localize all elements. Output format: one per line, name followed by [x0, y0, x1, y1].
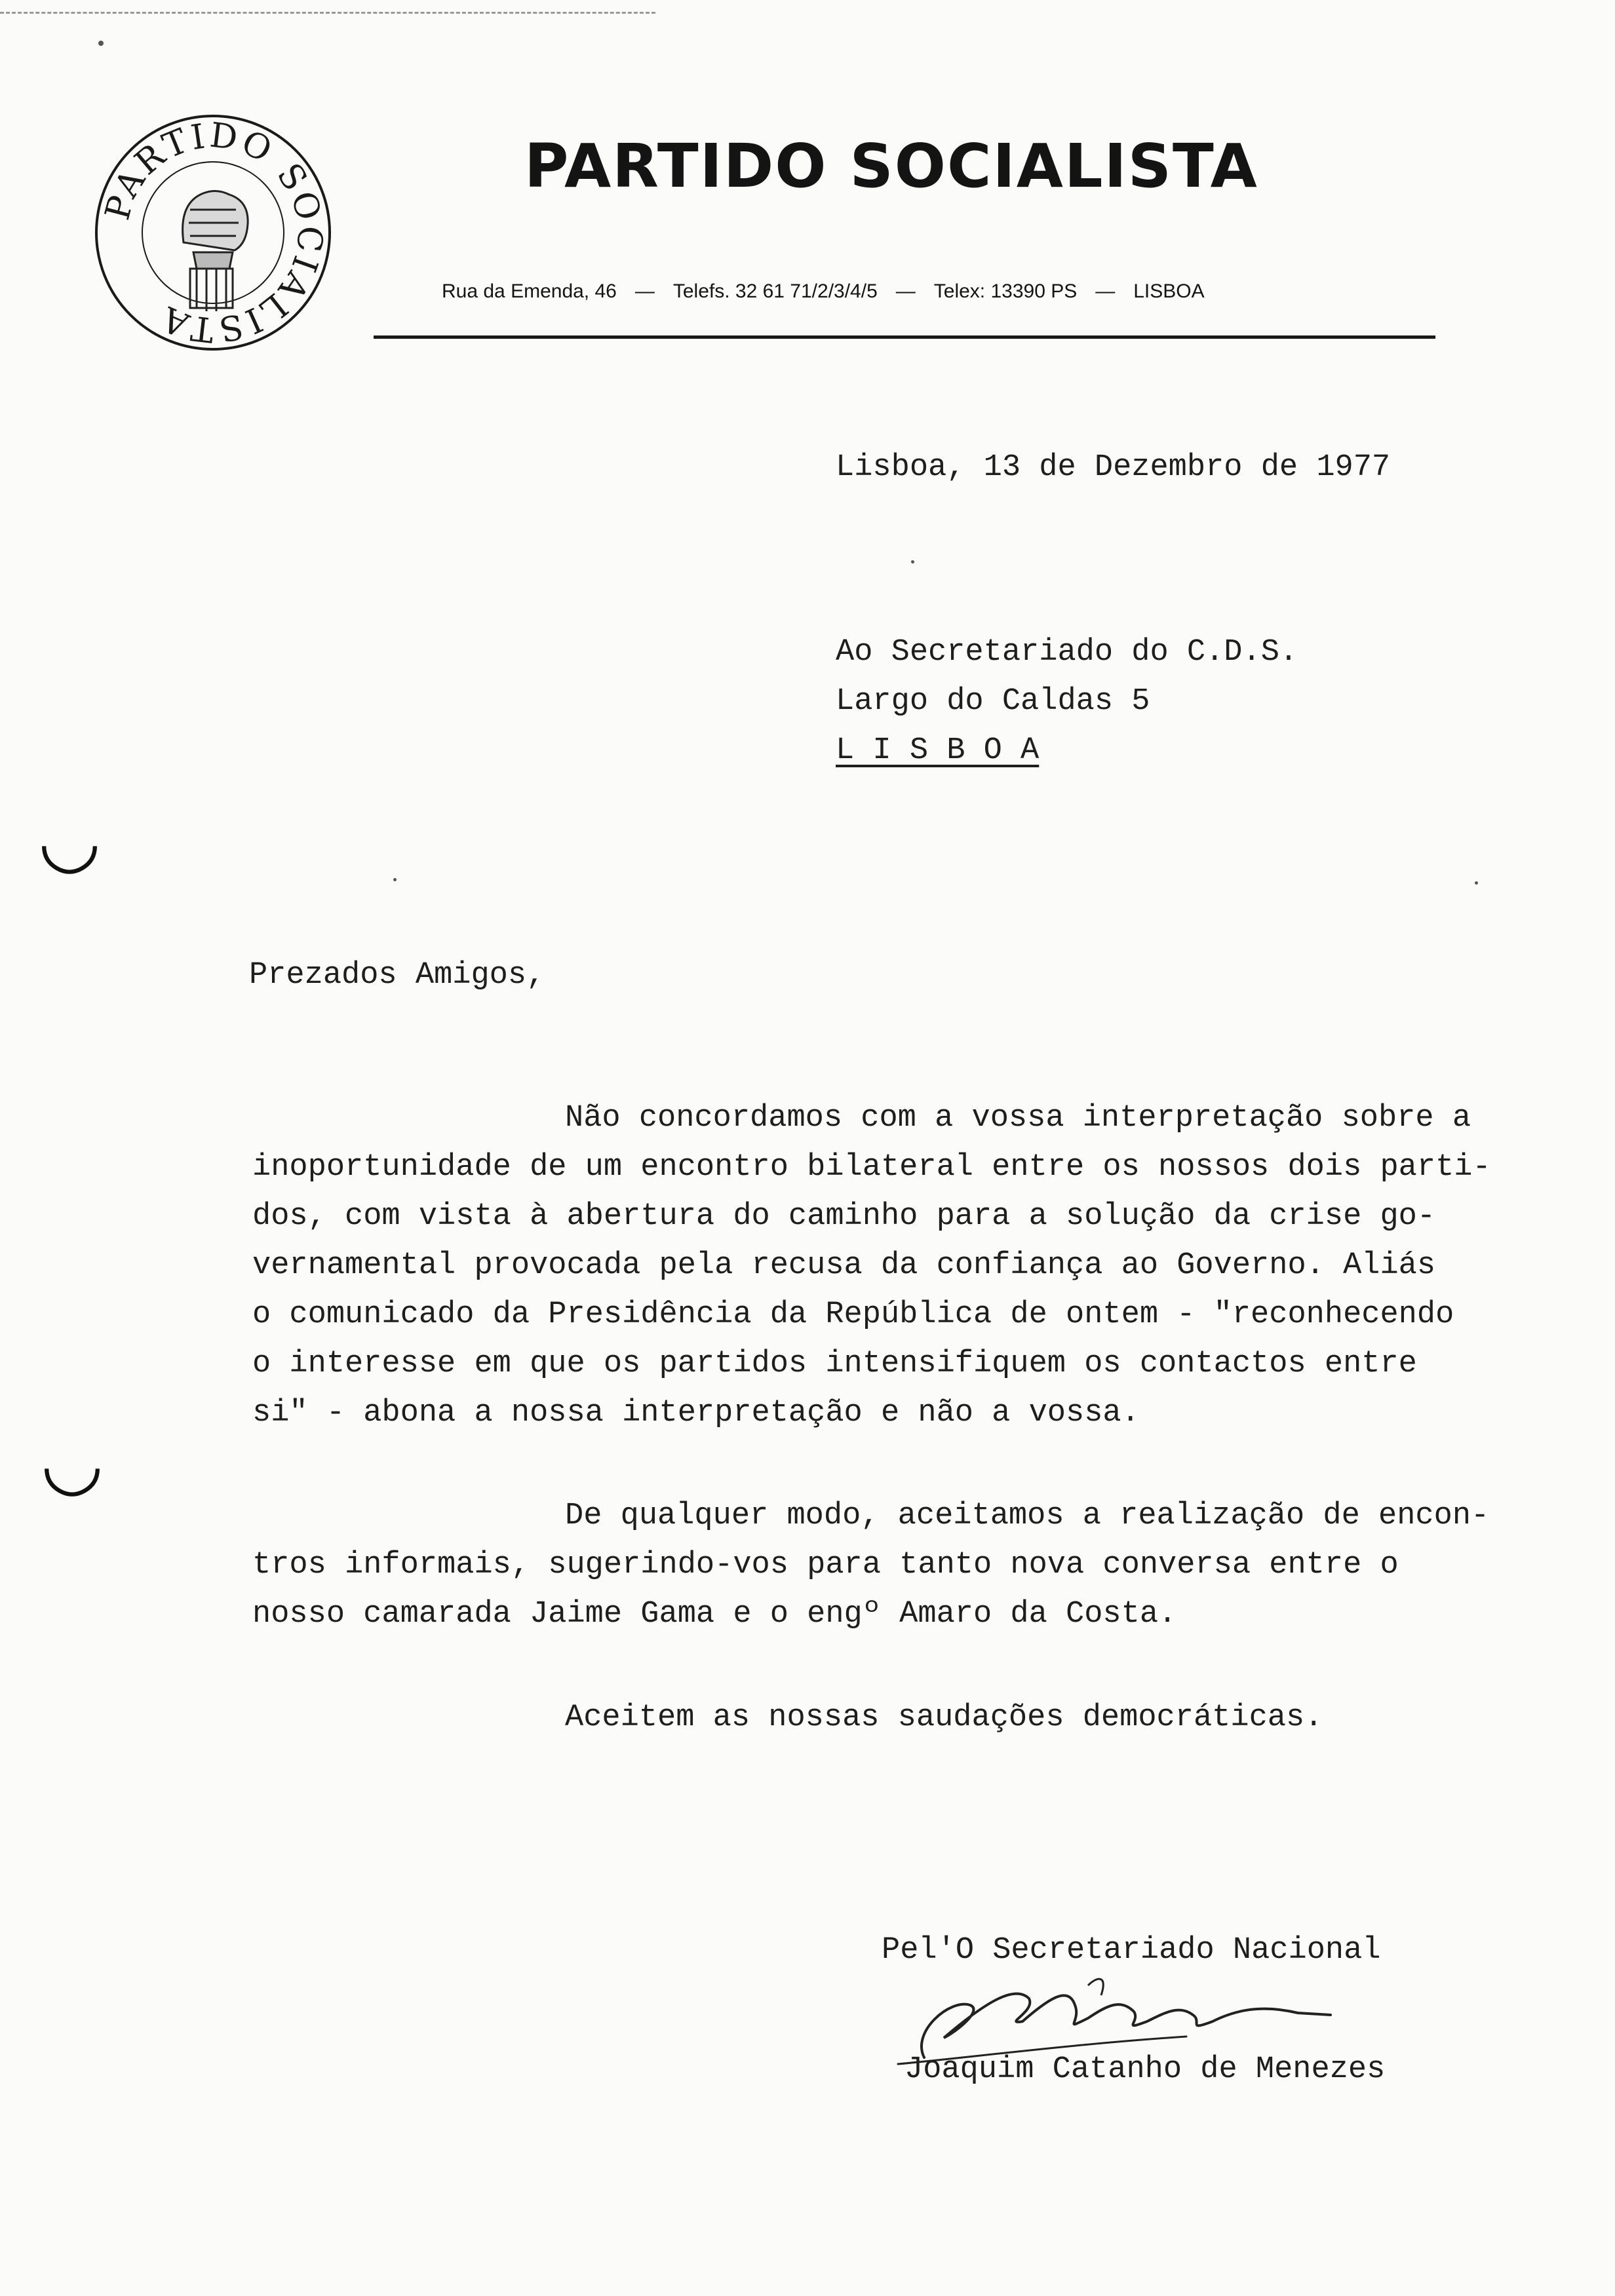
scan-speck — [1475, 881, 1478, 885]
letterhead-rule — [374, 335, 1435, 339]
recipient-city: L I S B O A — [836, 733, 1040, 768]
body-line: De qualquer modo, aceitamos a realização de encon- — [565, 1499, 1490, 1533]
scan-speck — [98, 41, 104, 46]
letterhead-contact-line: Rua da Emenda, 46 — Telefs. 32 61 71/2/3/4/5 — Telex: 13390 PS — LISBOA — [442, 280, 1205, 302]
body-line: vernamental provocada pela recusa da confiança ao Governo. Aliás — [252, 1248, 1436, 1283]
scan-hole-mark: ◡ — [38, 798, 101, 882]
body-line: Não concordamos com a vossa interpretação sobre a — [565, 1101, 1471, 1136]
body-line: inoportunidade de um encontro bilateral entre os nossos dois parti- — [252, 1150, 1491, 1185]
body-line: tros informais, sugerindo-vos para tanto nova conversa entre o — [252, 1548, 1399, 1582]
top-edge-dashes — [0, 12, 655, 15]
body-line: si" - abona a nossa interpretação e não a vossa. — [252, 1396, 1140, 1430]
body-line: o comunicado da Presidência da República de ontem - "reconhecendo — [252, 1297, 1454, 1332]
date-line: Lisboa, 13 de Dezembro de 1977 — [836, 450, 1391, 485]
signatory-name: Joaquim Catanho de Menezes — [905, 2052, 1386, 2087]
signature-on-behalf: Pel'O Secretariado Nacional — [882, 1933, 1381, 1968]
scan-speck — [911, 560, 914, 564]
body-line: nosso camarada Jaime Gama e o engº Amaro da Costa. — [252, 1597, 1177, 1632]
party-logo-emblem — [92, 111, 334, 354]
closing-line: Aceitem as nossas saudações democráticas. — [565, 1700, 1323, 1735]
recipient-line-2: Largo do Caldas 5 — [836, 684, 1150, 719]
scan-hole-mark: ◡ — [41, 1421, 104, 1504]
fist-icon — [183, 191, 248, 311]
recipient-line-1: Ao Secretariado do C.D.S. — [836, 635, 1298, 670]
logo-ring-text: PARTIDO SOCIALISTA — [98, 115, 330, 349]
organization-name: PARTIDO SOCIALISTA — [524, 131, 1258, 201]
letterhead-city: LISBOA — [1133, 280, 1205, 302]
telex-number: Telex: 13390 PS — [933, 280, 1078, 302]
body-line: o interesse em que os partidos intensifiquem os contactos entre — [252, 1347, 1417, 1381]
salutation: Prezados Amigos, — [249, 958, 545, 993]
phone-numbers: Telefs. 32 61 71/2/3/4/5 — [672, 280, 878, 302]
address: Rua da Emenda, 46 — [442, 280, 617, 302]
body-line: dos, com vista à abertura do caminho para a solução da crise go- — [252, 1199, 1436, 1234]
scan-speck — [393, 878, 397, 881]
